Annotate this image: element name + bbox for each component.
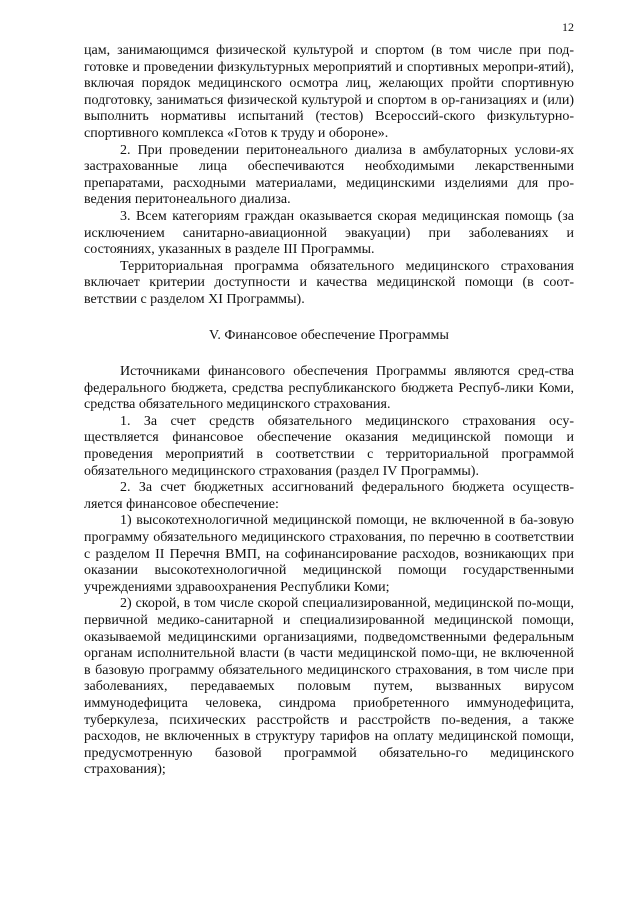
paragraph-subitem-1-vmp: 1) высокотехнологичной медицинской помощи, не включенной в ба-зовую программу обязательного медицинского страхования, по перечню в соответствии с разделом II Перечня ВМП, на софинансирование расходов, возникающих при оказании высокотехнологичной медицинской помощи государственными учреждениями здравоохранения Республики Коми; <box>84 513 574 595</box>
paragraph-subitem-2-emergency: 2) скорой, в том числе скорой специализированной, медицинской по-мощи, первичной медико-санитарной и специализированной медицинской помощи, оказываемой медицинскими организациями, подведомственными федеральным органам исполнительной власти (в части медицинской помо-щи, не включенной в базовую программу обязательного медицинского страхования, в том числе при заболеваниях, передаваемых половым путем, вызванных вирусом иммунодефицита человека, синдрома приобретенного иммунодефицита, туберкулеза, психических расстройств и расстройств по-ведения, а также расходов, не включенных в структуру тарифов на оплату медицинской помощи, предусмотренную базовой программой обязательно-го медицинского страхования); <box>84 596 574 778</box>
page-number: 12 <box>562 20 574 34</box>
paragraph-item-2-federal: 2. За счет бюджетных ассигнований федерального бюджета осуществ-ляется финансовое обеспечение: <box>84 480 574 512</box>
paragraph-territorial-program: Территориальная программа обязательного медицинского страхования включает критерии доступности и качества медицинской помощи (в соот-ветствии с разделом XI Программы). <box>84 258 574 307</box>
section-heading: V. Финансовое обеспечение Программы <box>209 327 449 343</box>
paragraph-item-3-emergency: 3. Всем категориям граждан оказывается скорая медицинская помощь (за исключением санитарно-авиационной эвакуации) при заболеваниях и состояниях, указанных в разделе III Программы. <box>84 208 574 258</box>
paragraph-item-1-oms: 1. За счет средств обязательного медицинского страхования осу-ществляется финансовое обеспечение оказания медицинской помощи и проведения мероприятий в соответствии с территориальной программой обязательного медицинского страхования (раздел IV Программы). <box>84 413 574 479</box>
paragraph-funding-sources: Источниками финансового обеспечения Программы являются сред-ства федерального бюджета, средства республиканского бюджета Респуб-лики Коми, средства обязательного медицинского страхования. <box>84 364 574 413</box>
paragraph-item-2-dialysis: 2. При проведении перитонеального диализа в амбулаторных услови-ях застрахованные лица обеспечиваются необходимыми лекарственными препаратами, расходными материалами, медицинскими изделиями для про-ведения перитонеального диализа. <box>84 142 574 208</box>
document-body <box>84 43 574 779</box>
paragraph-continuation: цам, занимающимся физической культурой и спортом (в том числе при под-готовке и проведении физкультурных мероприятий и спортивных меропри-ятий), включая порядок медицинского осмотра лиц, желающих пройти спортивную подготовку, заниматься физической культурой и спортом в ор-ганизациях и (или) выполнить нормативы испытаний (тестов) Всероссий-ского физкультурно-спортивного комплекса «Готов к труду и обороне». <box>84 43 574 141</box>
